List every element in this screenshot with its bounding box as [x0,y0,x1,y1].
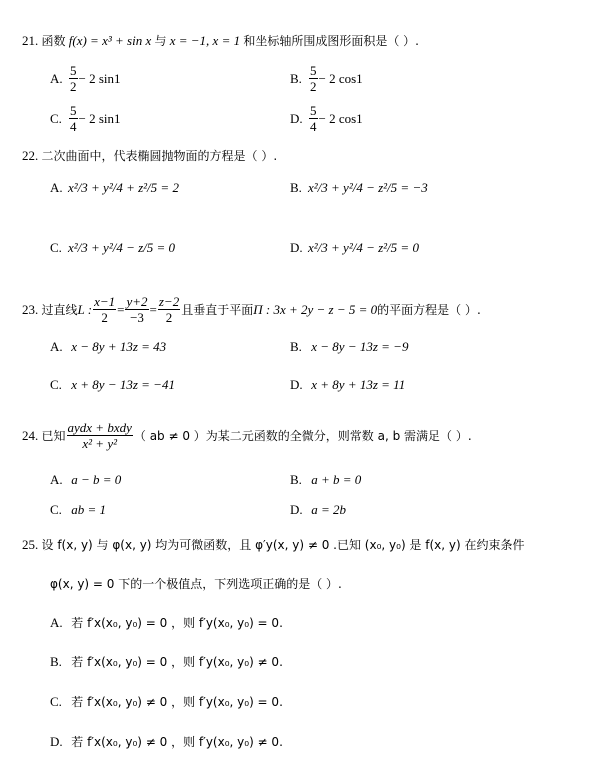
option-label: D. [290,240,303,255]
q22-stem [22,148,277,164]
q23-option-c [50,377,175,393]
q23-plane: Π : 3x + 2y − z − 5 = 0 [253,301,378,317]
option-rest: − 2 cos1 [318,110,363,126]
q23-option-a [50,339,166,355]
option-label: D. [290,377,303,392]
numerator: 5 [70,63,77,78]
q24-stem-suffix: 为某二元函数的全微分，则常数 a, b 需满足（ ）. [205,428,472,443]
denominator: −3 [130,310,144,325]
q24-stem-prefix: 已知 [41,428,66,443]
option-label: B. [290,339,302,354]
q21-bounds: x = −1, x = 1 [169,33,241,48]
option-label: B. [290,472,302,487]
option-label: A. [50,180,63,195]
q25-stem-line1 [22,537,524,553]
option-label: A. [50,339,63,354]
numerator: aydx + bxdy [67,420,132,435]
numerator: 5 [310,103,317,118]
option-expression: a − b = 0 [71,472,122,487]
option-label: B. [290,70,302,86]
option-label: A. [50,70,63,86]
option-label: B. [50,654,62,669]
denominator: 4 [310,119,317,134]
option-text: 若 f′x(x₀, y₀) = 0 ，则 f′y(x₀, y₀) = 0. [71,616,283,630]
q21-option-a [50,63,121,94]
option-expression: x − 8y − 13z = −9 [311,339,409,354]
denominator: 2 [101,310,108,325]
option-expression: x²/3 + y²/4 − z/5 = 0 [68,240,176,255]
option-label: C. [50,502,62,517]
q23-stem-suffix: 的平面方程是（ ）. [377,302,481,317]
q21-option-b [290,63,363,94]
q24-option-a [50,472,121,488]
q23-stem-prefix: 过直线 [41,302,78,317]
fraction [125,294,148,325]
q24-fraction [67,420,133,451]
option-label: A. [50,615,63,630]
q21-function: f(x) = x³ + sin x [68,33,152,48]
option-expression: x − 8y + 13z = 43 [71,339,167,354]
fraction [158,294,180,325]
numerator: 5 [70,103,77,118]
q23-option-b [290,339,408,355]
q25-line2-text: φ(x, y) = 0 下的一个极值点，下列选项正确的是（ ）. [50,577,342,591]
numerator: y+2 [126,294,148,309]
q22-number: 22. [22,148,39,163]
option-text: 若 f′x(x₀, y₀) ≠ 0 ，则 f′y(x₀, y₀) = 0. [71,695,283,709]
q25-option-d [50,734,283,750]
q23-line-name: L : [77,301,93,317]
q24-stem [22,420,472,451]
option-expression: a = 2b [311,502,347,517]
q24-option-c [50,502,106,518]
option-expression: x²/3 + y²/4 − z²/5 = 0 [308,240,419,255]
option-expression: x + 8y − 13z = −41 [71,377,175,392]
q23-stem: 23. 过直线 L : $\frac{x-1}{2}$ = $\frac{y+2}{-3}$ = $\frac{z-2}{2}$ 且垂直于平面 Π : 3x + 2y − z − 5 = 0 的平面方程是（ ）. [22,294,481,325]
option-label: D. [290,110,303,126]
option-label: B. [290,180,302,195]
option-expression: x + 8y + 13z = 11 [311,377,406,392]
q22-option-b [290,180,428,196]
option-label: C. [50,240,62,255]
numerator: z−2 [158,294,180,309]
option-expression: a + b = 0 [311,472,362,487]
q21-stem-mid: 与 [154,34,167,48]
q23-option-d [290,377,405,393]
denominator: 2 [165,310,173,325]
denominator: 2 [310,79,317,94]
option-rest: − 2 cos1 [318,70,363,86]
fraction [69,63,78,94]
option-text: 若 f′x(x₀, y₀) = 0 ，则 f′y(x₀, y₀) ≠ 0. [71,655,283,669]
q24-condition: （ ab ≠ 0 ） [133,428,206,443]
q25-line1-text: 设 f(x, y) 与 φ(x, y) 均为可微函数，且 φ′y(x, y) ≠ 0 .已知 (x₀, y₀) 是 f(x, y) 在约束条件 [41,538,525,552]
option-expression: x²/3 + y²/4 − z²/5 = −3 [308,180,428,195]
fraction [309,103,318,134]
option-label: C. [50,694,62,709]
denominator: x² + y² [82,436,117,451]
denominator: 2 [70,79,77,94]
q25-option-b [50,654,283,670]
q22-option-a [50,180,179,196]
numerator: x−1 [94,294,116,309]
q22-option-c [50,240,175,256]
q21-stem-prefix: 函数 [41,34,66,48]
q22-stem-text: 二次曲面中，代表椭圆抛物面的方程是（ ）. [41,149,278,163]
option-rest: − 2 sin1 [78,110,121,126]
q25-option-c [50,694,283,710]
fraction [309,63,318,94]
option-rest: − 2 sin1 [78,70,121,86]
numerator: 5 [310,63,317,78]
option-label: D. [50,734,63,749]
q25-number: 25. [22,537,39,552]
q22-option-d [290,240,419,256]
q21-option-d [290,103,363,134]
option-label: D. [290,502,303,517]
option-label: C. [50,110,62,126]
q24-number: 24. [22,427,39,443]
q21-stem [22,33,419,49]
option-label: A. [50,472,63,487]
q21-number: 21. [22,33,39,48]
q25-option-a [50,615,283,631]
q23-stem-mid: 且垂直于平面 [181,302,254,317]
q23-number: 23. [22,301,39,317]
option-expression: x²/3 + y²/4 + z²/5 = 2 [68,180,179,195]
denominator: 4 [70,119,77,134]
q24-option-d [290,502,346,518]
option-label: C. [50,377,62,392]
option-expression: ab = 1 [71,502,107,517]
q21-stem-suffix: 和坐标轴所围成图形面积是（ ）. [243,34,419,48]
fraction [69,103,78,134]
option-text: 若 f′x(x₀, y₀) ≠ 0 ，则 f′y(x₀, y₀) ≠ 0. [71,735,283,749]
q24-option-b [290,472,361,488]
q21-option-c [50,103,121,134]
fraction [93,294,116,325]
q25-stem-line2 [50,576,342,592]
